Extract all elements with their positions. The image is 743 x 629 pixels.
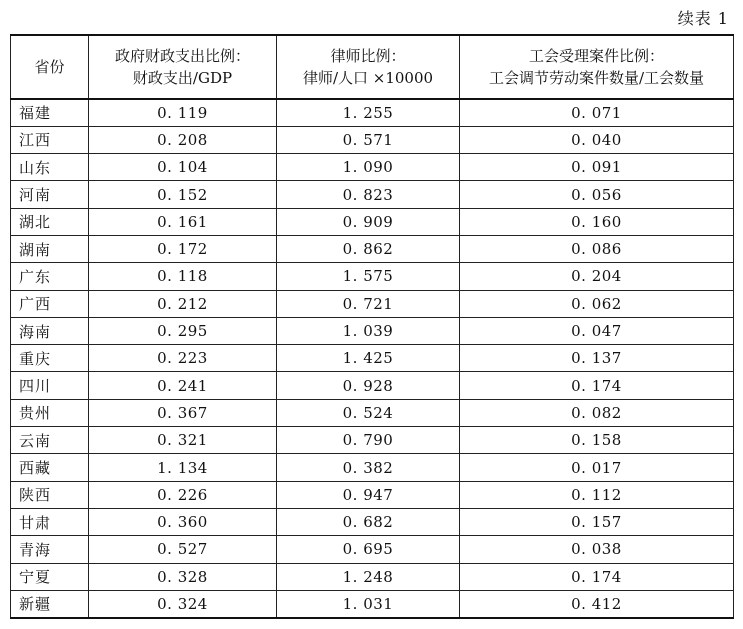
cell-union-ratio: 0. 157 (460, 508, 734, 535)
cell-province: 西藏 (11, 454, 89, 481)
header-lawyer-ratio (277, 35, 460, 99)
cell-fiscal-ratio: 0. 295 (89, 317, 277, 344)
header-union-ratio-title: 工会受理案件比例： (528, 47, 664, 65)
cell-lawyer-ratio: 0. 947 (277, 481, 460, 508)
header-row (11, 35, 734, 99)
cell-province: 湖北 (11, 208, 89, 235)
table-row (11, 290, 734, 317)
cell-lawyer-ratio: 0. 382 (277, 454, 460, 481)
cell-province: 宁夏 (11, 563, 89, 590)
table-row (11, 481, 734, 508)
cell-union-ratio: 0. 160 (460, 208, 734, 235)
cell-union-ratio: 0. 137 (460, 345, 734, 372)
cell-lawyer-ratio: 0. 862 (277, 235, 460, 262)
cell-province: 四川 (11, 372, 89, 399)
cell-lawyer-ratio: 0. 571 (277, 126, 460, 153)
cell-province: 陕西 (11, 481, 89, 508)
table-row (11, 454, 734, 481)
cell-fiscal-ratio: 0. 152 (89, 181, 277, 208)
header-lawyer-ratio-formula: 律师/人口 ×10000 (302, 69, 434, 87)
cell-union-ratio: 0. 071 (460, 99, 734, 126)
table-row (11, 345, 734, 372)
cell-fiscal-ratio: 0. 321 (89, 427, 277, 454)
cell-lawyer-ratio: 1. 425 (277, 345, 460, 372)
cell-fiscal-ratio: 0. 172 (89, 235, 277, 262)
cell-province: 山东 (11, 154, 89, 181)
table-caption: 续表 1 (677, 9, 729, 28)
cell-lawyer-ratio: 0. 721 (277, 290, 460, 317)
table-row (11, 508, 734, 535)
table-row (11, 126, 734, 153)
cell-province: 贵州 (11, 399, 89, 426)
table-row (11, 399, 734, 426)
cell-lawyer-ratio: 1. 248 (277, 563, 460, 590)
cell-union-ratio: 0. 047 (460, 317, 734, 344)
cell-fiscal-ratio: 0. 104 (89, 154, 277, 181)
cell-province: 福建 (11, 99, 89, 126)
cell-lawyer-ratio: 0. 682 (277, 508, 460, 535)
cell-union-ratio: 0. 056 (460, 181, 734, 208)
header-province-label: 省份 (34, 58, 65, 76)
cell-province: 河南 (11, 181, 89, 208)
cell-fiscal-ratio: 0. 161 (89, 208, 277, 235)
cell-fiscal-ratio: 0. 223 (89, 345, 277, 372)
cell-lawyer-ratio: 0. 524 (277, 399, 460, 426)
cell-lawyer-ratio: 1. 255 (277, 99, 460, 126)
cell-fiscal-ratio: 0. 527 (89, 536, 277, 563)
header-fiscal-ratio-title: 政府财政支出比例： (114, 47, 250, 65)
data-table (10, 34, 734, 619)
table-row (11, 590, 734, 617)
table-row (11, 99, 734, 126)
cell-fiscal-ratio: 0. 119 (89, 99, 277, 126)
cell-lawyer-ratio: 0. 823 (277, 181, 460, 208)
cell-province: 广西 (11, 290, 89, 317)
cell-union-ratio: 0. 174 (460, 372, 734, 399)
cell-union-ratio: 0. 040 (460, 126, 734, 153)
table-row (11, 317, 734, 344)
cell-lawyer-ratio: 0. 909 (277, 208, 460, 235)
table-row (11, 427, 734, 454)
cell-lawyer-ratio: 1. 031 (277, 590, 460, 617)
cell-union-ratio: 0. 038 (460, 536, 734, 563)
cell-lawyer-ratio: 1. 575 (277, 263, 460, 290)
table-row (11, 235, 734, 262)
header-fiscal-ratio-formula: 财政支出/GDP (132, 69, 233, 87)
table-body (11, 99, 734, 618)
header-lawyer-ratio-title: 律师比例： (330, 47, 406, 65)
cell-fiscal-ratio: 0. 208 (89, 126, 277, 153)
header-union-ratio (460, 35, 734, 99)
cell-union-ratio: 0. 158 (460, 427, 734, 454)
cell-union-ratio: 0. 086 (460, 235, 734, 262)
cell-union-ratio: 0. 204 (460, 263, 734, 290)
cell-fiscal-ratio: 0. 324 (89, 590, 277, 617)
table-row (11, 372, 734, 399)
cell-fiscal-ratio: 0. 241 (89, 372, 277, 399)
cell-province: 海南 (11, 317, 89, 344)
cell-lawyer-ratio: 1. 090 (277, 154, 460, 181)
cell-province: 新疆 (11, 590, 89, 617)
cell-union-ratio: 0. 112 (460, 481, 734, 508)
cell-union-ratio: 0. 091 (460, 154, 734, 181)
cell-province: 青海 (11, 536, 89, 563)
cell-fiscal-ratio: 0. 212 (89, 290, 277, 317)
cell-province: 湖南 (11, 235, 89, 262)
table-row (11, 181, 734, 208)
cell-lawyer-ratio: 0. 928 (277, 372, 460, 399)
table-row (11, 263, 734, 290)
cell-lawyer-ratio: 1. 039 (277, 317, 460, 344)
cell-union-ratio: 0. 412 (460, 590, 734, 617)
cell-fiscal-ratio: 0. 118 (89, 263, 277, 290)
cell-province: 江西 (11, 126, 89, 153)
cell-union-ratio: 0. 017 (460, 454, 734, 481)
cell-fiscal-ratio: 0. 360 (89, 508, 277, 535)
cell-lawyer-ratio: 0. 695 (277, 536, 460, 563)
cell-union-ratio: 0. 174 (460, 563, 734, 590)
table-row (11, 563, 734, 590)
cell-union-ratio: 0. 082 (460, 399, 734, 426)
cell-province: 重庆 (11, 345, 89, 372)
cell-fiscal-ratio: 1. 134 (89, 454, 277, 481)
table-row (11, 536, 734, 563)
table-row (11, 154, 734, 181)
cell-union-ratio: 0. 062 (460, 290, 734, 317)
cell-fiscal-ratio: 0. 226 (89, 481, 277, 508)
header-fiscal-ratio (89, 35, 277, 99)
cell-fiscal-ratio: 0. 328 (89, 563, 277, 590)
header-union-ratio-formula: 工会调节劳动案件数量/工会数量 (488, 69, 705, 87)
cell-province: 甘肃 (11, 508, 89, 535)
cell-lawyer-ratio: 0. 790 (277, 427, 460, 454)
cell-province: 广东 (11, 263, 89, 290)
cell-fiscal-ratio: 0. 367 (89, 399, 277, 426)
header-province (11, 35, 89, 99)
table-row (11, 208, 734, 235)
cell-province: 云南 (11, 427, 89, 454)
